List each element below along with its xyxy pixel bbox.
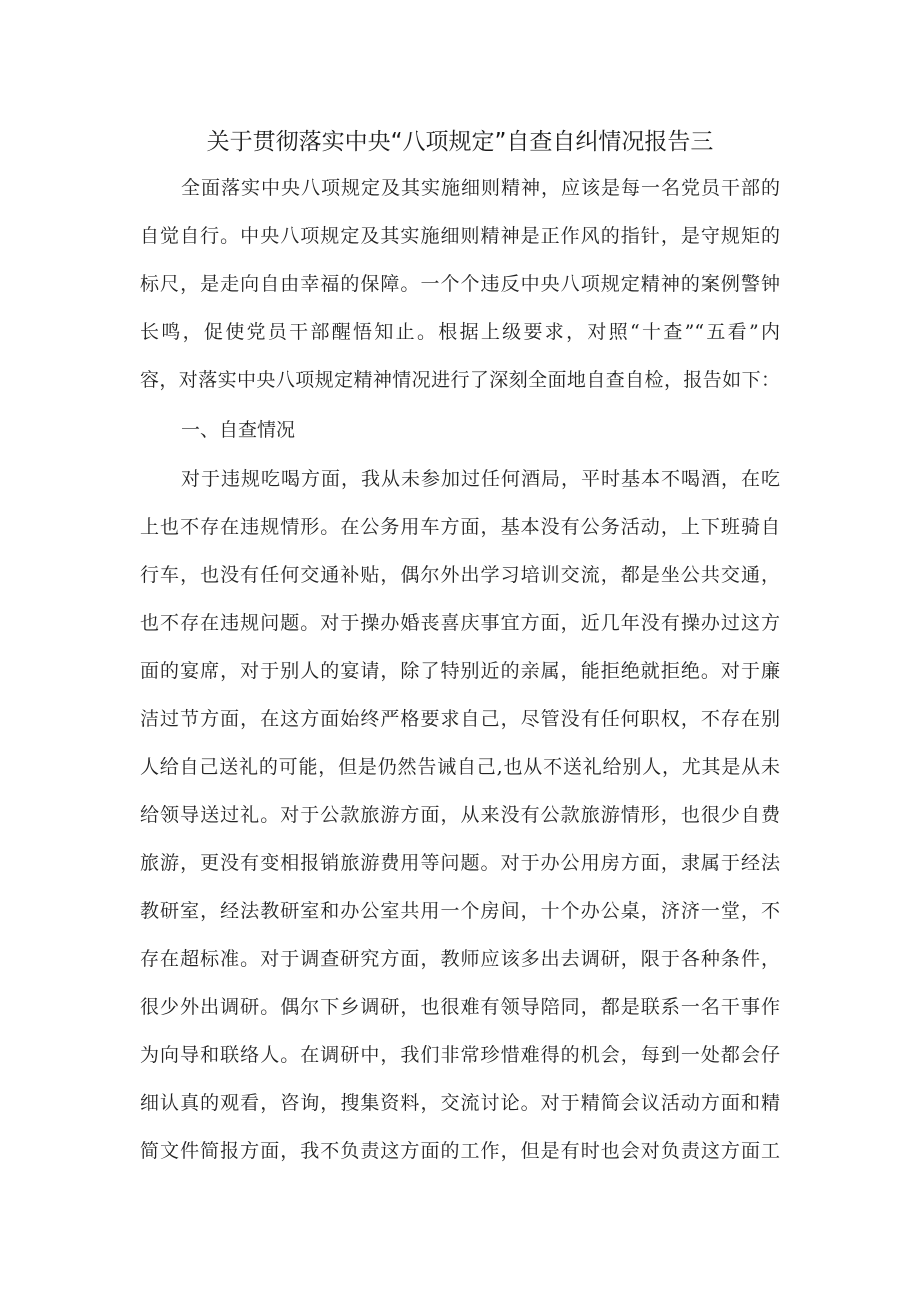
paragraph-line: 为向导和联络人。在调研中，我们非常珍惜难得的机会，每到一处都会仔 <box>140 1044 780 1066</box>
paragraph-line: 给领导送过礼。对于公款旅游方面，从来没有公款旅游情形，也很少自费 <box>140 804 780 826</box>
paragraph-line: 也不存在违规问题。对于操办婚丧喜庆事宜方面，近几年没有操办过这方 <box>140 612 780 634</box>
paragraph-line: 存在超标准。对于调查研究方面，教师应该多出去调研，限于各种条件， <box>140 948 780 970</box>
paragraph-line: 很少外出调研。偶尔下乡调研，也很难有领导陪同，都是联系一名干事作 <box>140 996 780 1018</box>
paragraph-line: 对于违规吃喝方面，我从未参加过任何酒局，平时基本不喝酒，在吃 <box>181 468 780 490</box>
paragraph-line: 简文件简报方面，我不负责这方面的工作，但是有时也会对负责这方面工 <box>140 1140 780 1162</box>
paragraph-line: 教研室，经法教研室和办公室共用一个房间，十个办公桌，济济一堂，不 <box>140 900 780 922</box>
document-title: 关于贯彻落实中央“八项规定”自查自纠情况报告三 <box>206 129 714 155</box>
paragraph-line: 上也不存在违规情形。在公务用车方面，基本没有公务活动，上下班骑自 <box>140 516 780 538</box>
section-heading: 一、自查情况 <box>181 419 296 441</box>
paragraph-line: 洁过节方面，在这方面始终严格要求自己，尽管没有任何职权，不存在别 <box>140 708 780 730</box>
paragraph-line: 旅游，更没有变相报销旅游费用等问题。对于办公用房方面，隶属于经法 <box>140 852 780 874</box>
paragraph-line: 人给自己送礼的可能，但是仍然告诫自己,也从不送礼给别人，尤其是从未 <box>140 756 780 778</box>
paragraph-line: 全面落实中央八项规定及其实施细则精神，应该是每一名党员干部的 <box>181 177 780 199</box>
paragraph-line: 细认真的观看，咨询，搜集资料，交流讨论。对于精简会议活动方面和精 <box>140 1092 780 1114</box>
paragraph-line: 长鸣，促使党员干部醒悟知止。根据上级要求，对照“十查”“五看”内 <box>140 321 780 343</box>
paragraph-line: 面的宴席，对于别人的宴请，除了特别近的亲属，能拒绝就拒绝。对于廉 <box>140 660 780 682</box>
paragraph-line: 自觉自行。中央八项规定及其实施细则精神是正作风的指针，是守规矩的 <box>140 225 780 247</box>
paragraph-line: 标尺，是走向自由幸福的保障。一个个违反中央八项规定精神的案例警钟 <box>140 273 780 295</box>
paragraph-line: 容，对落实中央八项规定精神情况进行了深刻全面地自查自检，报告如下： <box>140 369 780 391</box>
paragraph-line: 行车，也没有任何交通补贴，偶尔外出学习培训交流，都是坐公共交通， <box>140 564 780 586</box>
